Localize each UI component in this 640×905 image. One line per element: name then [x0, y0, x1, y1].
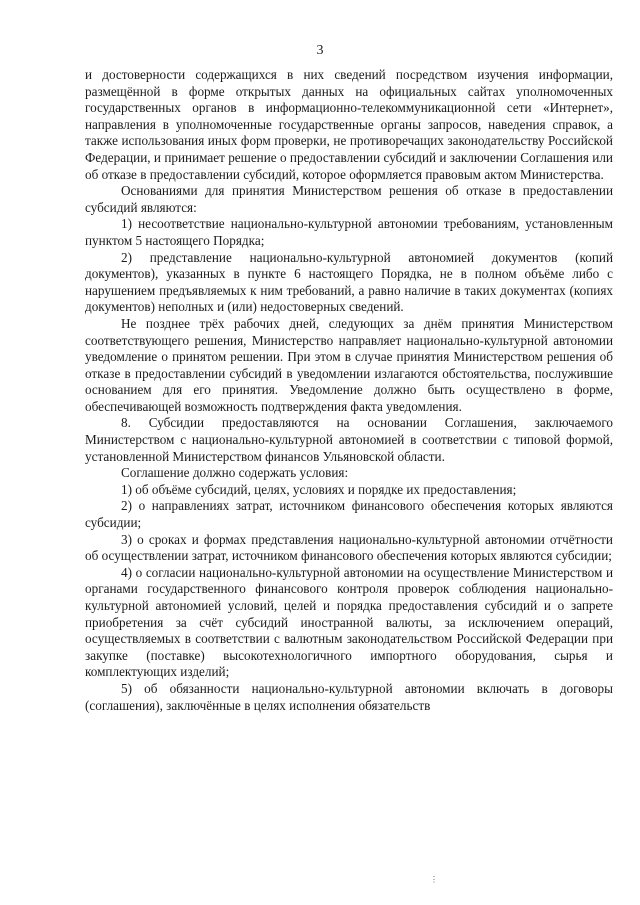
paragraph-notification: Не позднее трёх рабочих дней, следующих за днём принятия Министерством соответствующего решения, Министерство направляет национально-культурной автономии уведомление о принятом решении. При этом в случае принятия Министерством решения об отказе в предоставлении субсидий в уведомлении излагаются обстоятельства, послужившие основанием для его принятия. Уведомление должно быть осуществлено в форме, обеспечивающей возможность подтверждения факта уведомления. — [85, 315, 613, 414]
paragraph-agreement-conditions: Соглашение должно содержать условия: — [121, 465, 349, 481]
list-item-condition-1: 1) об объёме субсидий, целях, условиях и порядке их предоставления; — [121, 481, 517, 497]
list-item-refusal-1: 1) несоответствие национально-культурной автономии требованиям, установленным пунктом 5 настоящего Порядка; — [85, 216, 613, 248]
list-item-condition-2: 2) о направлениях затрат, источником финансового обеспечения которых являются субсидии; — [85, 498, 613, 531]
list-item-condition-3: 3) о сроках и формах представления национально-культурной автономии отчётности об осуществлении затрат, источником финансового обеспечения которых являются субсидии; — [85, 531, 613, 564]
paragraph-clause-8: 8. Субсидии предоставляются на основании Соглашения, заключаемого Министерством с национально-культурной автономией в соответствии с типовой формой, установленной Министерством финансов Ульяновской области. — [85, 415, 613, 464]
list-item-refusal-2: 2) представление национально-культурной автономией документов (копий документов), указанных в пункте 6 настоящего Порядка, не в полном объёме либо с нарушением предъявляемых к ним требований, а равно наличие в таких документах (копиях документов) неполных и (или) недостоверных сведений. — [85, 249, 613, 315]
page-number: 3 — [316, 43, 324, 58]
list-item-condition-4: 4) о согласии национально-культурной автономии на осуществление Министерством и органами государственного финансового контроля проверок соблюдения национально-культурной автономией условий, целей и порядка предоставления субсидий и о запрете приобретения за счёт субсидий иностранной валюты, за исключением операций, осуществляемых в соответствии с валютным законодательством Российской Федерации при закупке (поставке) высокотехнологичного импортного оборудования, сырья и комплектующих изделий; — [85, 564, 613, 680]
scan-artifact-mark: ⋮ — [430, 875, 438, 884]
paragraph-refusal-grounds: Основаниями для принятия Министерством решения об отказе в предоставлении субсидий являются: — [85, 183, 613, 215]
paragraph-verification: и достоверности содержащихся в них сведений посредством изучения информации, размещённой в форме открытых данных на официальных сайтах уполномоченных государственных органов в информационно-телекоммуникационной сети «Интернет», направления в уполномоченные государственные органы запросов, наведения справок, а также использования иных форм проверки, не противоречащих законодательству Российской Федерации, и принимает решение о предоставлении субсидий и заключении Соглашения или об отказе в предоставлении субсидий, которое оформляется правовым актом Министерства. — [85, 67, 613, 182]
list-item-condition-5: 5) об обязанности национально-культурной автономии включать в договоры (соглашения), заключённые в целях исполнения обязательств — [85, 680, 613, 713]
document-body — [85, 67, 613, 714]
